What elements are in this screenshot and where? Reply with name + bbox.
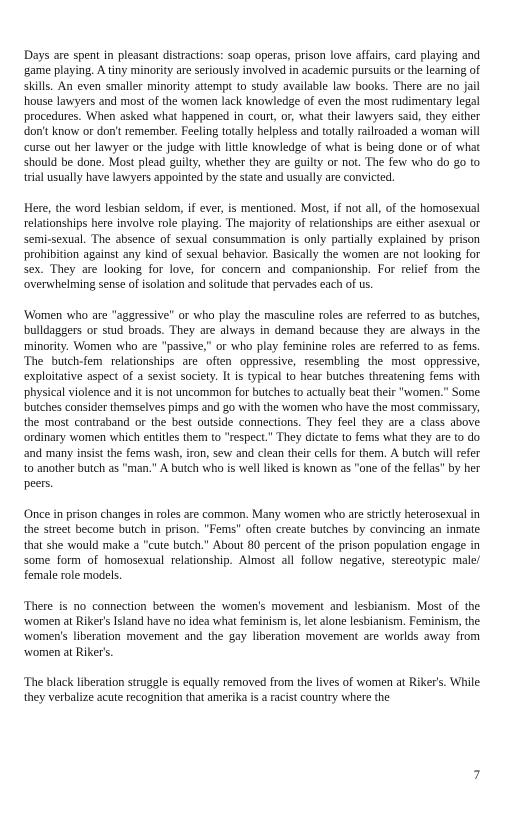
paragraph-daily-life: Days are spent in pleasant distractions: soap operas, prison love affairs, card playing and game playing. A tiny minority are seriously involved in academic pursuits or the learning of skills. An even smaller minority attempt to study available law books. There are no jail house lawyers and most of the women lack knowledge of even the most rudimentary legal procedures. When asked what happened in court, or, what their lawyers said, they either don't know or don't remember. Feeling totally helpless and totally railroaded a woman will curse out her lawyer or the judge with little knowledge of what is being done or of what should be done. Most plead guilty, whether they are guilty or not. The few who do go to trial usually have lawyers appointed by the state and usually are convicted. — [24, 48, 480, 185]
paragraph-role-changes: Once in prison changes in roles are common. Many women who are strictly heterosexual in the street become butch in prison. "Fems" often create butches by convincing an inmate that she would make a "cute butch." About 80 percent of the prison population engage in some form of homosexual relationship. Almost all follow negative, stereotypic male/ female role models. — [24, 506, 480, 583]
paragraph-black-liberation: The black liberation struggle is equally removed from the lives of women at Riker's. While they verbalize acute recognition that amerika is a racist country where the — [24, 675, 480, 705]
paragraph-lesbian-relationships: Here, the word lesbian seldom, if ever, is mentioned. Most, if not all, of the homosexual relationships here involve role playing. The majority of relationships are either asexual or semi-sexual. The absence of sexual consummation is only partially explained by prison prohibition against any kind of sexual behavior. Basically the women are not looking for sex. They are looking for love, for concern and companionship. For relief from the overwhelming sense of isolation and solitude that pervades each of us. — [24, 200, 480, 292]
page-number: 7 — [473, 768, 480, 782]
paragraph-womens-movement: There is no connection between the women's movement and lesbianism. Most of the women at Riker's Island have no idea what feminism is, let alone lesbianism. Feminism, the women's liberation movement and the gay liberation movement are worlds away from women at Riker's. — [24, 598, 480, 659]
paragraph-butch-fem-roles: Women who are "aggressive" or who play the masculine roles are referred to as butches, bulldaggers or stud broads. They are always in demand because they are always in the minority. Women who are "passive," or who play feminine roles are referred to as fems. The butch-fem relationships are often oppressive, resembling the most oppressive, exploitative aspect of a sexist society. It is typical to hear butches threatening fems with physical violence and it is not uncommon for butches to actually beat their "women." Some butches consider themselves pimps and go with the women who have the most commissary, the most contraband or the best outside connections. They feel they are a class above ordinary women which entitles them to "respect." They dictate to fems what they are to do and many insist the fems wash, iron, sew and clean their cells for them. A butch will refer to another butch as "man." A butch who is well liked is known as "one of the fellas" by her peers. — [24, 308, 480, 491]
document-page — [24, 48, 480, 706]
